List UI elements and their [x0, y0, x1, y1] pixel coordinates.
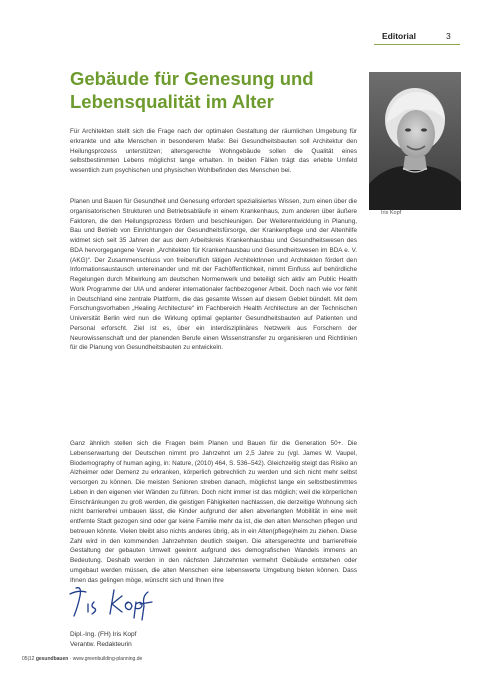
footer-website: · www.greenbuilding-planning.de [69, 656, 143, 662]
header-rule [374, 44, 460, 45]
article-paragraph-2: Planen und Bauen für Gesundheit und Genesung erfordert spezialisiertes Wissen, zum einen über die organisatorischen Strukturen und Betriebsabläufe in einem Krankenhaus, zum anderen über äußere Faktoren, die den Heilungsprozess fördern und beschleunigen. Der Weiterentwicklung in Planung, Bau und Betrieb von Einrichtungen der Gesundheitsfürsorge, der Krankenpflege und der Altenhilfe widmet sich seit 35 Jahren der aus dem Arbeitskreis Krankenhausbau und Gesundheitswesen des BDA hervorgegangene Verein „Architekten für Krankenhausbau und Gesundheitswesen im BDA e. V. (AKG)“. Der Zusammenschluss von freiberuflich tätigen ArchitektInnen und Architekten fördert den Informationsaustausch untereinander und mit der Fachöffentlichkeit, nimmt Einfluss auf behördliche Regelungen durch Mitwirkung am deutschen Normenwerk und beteiligt sich aktiv am Public Health Work Programme der UIA und anderer internationaler fachbezogener Arbeit. Doch nach wie vor fehlt in Deutschland eine zentrale Plattform, die das gesamte Wissen auf diesem Gebiet bündelt. Mit dem Forschungsvorhaben „Healing Architecture“ im Fachbereich Health Architecture an der Technischen Universität Berlin wird nun die Wirkung optimal geplanter Gesundheitsbauten auf Patienten und Personal erforscht. Ziel ist es, über ein interdisziplinäres Netzwerk aus Forschern der Neurowissenschaft und der planenden Berufe einen Wissenstransfer zu organisieren und Richtlinien für die Planung von Gesundheitsbauten zu entwickeln. [70, 198, 357, 352]
handwritten-signature [68, 582, 158, 624]
footer-publication: gesundbauen [35, 656, 69, 662]
footer [22, 656, 142, 662]
portrait-illustration [369, 72, 461, 210]
section-label: Editorial [382, 31, 417, 41]
footer-issue: 05|12 [22, 656, 35, 662]
article-paragraph-1: Für Architekten stellt sich die Frage nach der optimalen Gestaltung der räumlichen Umgebung für erkrankte und alte Menschen in besonderem Maße: Bei Gesundheitsbauten soll Architektur den Heilungsprozess unterstützen; altersgerechte Wohngebäude sollen die Qualität eines selbstbestimmten Lebens möglichst lange erhalten. In beiden Fällen trägt das erlebte Umfeld wesentlich zum psychischen und physischen Wohlbefinden des Menschen bei. [70, 128, 357, 174]
author-role: Verantw. Redakteurin [70, 641, 132, 648]
author-portrait-photo [369, 72, 461, 210]
article-title: Gebäude für Genesung und Lebensqualität im Alter [70, 68, 314, 112]
page-number: 3 [446, 31, 451, 41]
author-name: Dipl.-Ing. (FH) Iris Kopf [70, 631, 137, 638]
article-paragraph-3: Ganz ähnlich stellen sich die Fragen beim Planen und Bauen für die Generation 50+. Die Lebenserwartung der Deutschen nimmt pro Jahrzehnt um 2,5 Jahre zu (vgl. James W. Vaupel, Biodemography of human aging, in: Nature, (2010) 464, S. 536–542). Gleichzeitig steigt das Risiko an Alzheimer oder Demenz zu erkranken, körperlich gebrechlich zu werden und sich nicht mehr selbst versorgen zu können. Die meisten Senioren streben danach, möglichst lange ein selbstbestimmtes Leben in den eigenen vier Wänden zu führen. Doch nicht immer ist das möglich; weil die körperlichen Einschränkungen zu groß werden, die geistigen Fähigkeiten nachlassen, die derzeitige Wohnung sich nicht barrierefrei umbauen lässt, die Kinder aufgrund der allen abverlangten Mobilität in eine weit entfernte Stadt gezogen sind oder gar keine Familie mehr da ist, die den alten Menschen pflegen und betreuen könnte. Vielen bleibt also nichts anderes übrig, als in ein Alten(pflege)heim zu ziehen. Diese Zahl wird in den kommenden Jahrzehnten deutlich steigen. Die altersgerechte und barrierefreie Gestaltung der gebauten Umwelt gewinnt aufgrund des demografischen Wandels immens an Bedeutung. Deshalb werden in den nächsten Jahrzehnten vermehrt Gebäude entstehen oder umgebaut werden müssen, die alten Menschen eine lebenswerte Umgebung bieten können. Dass Ihnen das gelingen möge, wünscht sich und Ihnen Ihre [70, 440, 357, 584]
portrait-caption: Iris Kopf [381, 210, 402, 216]
